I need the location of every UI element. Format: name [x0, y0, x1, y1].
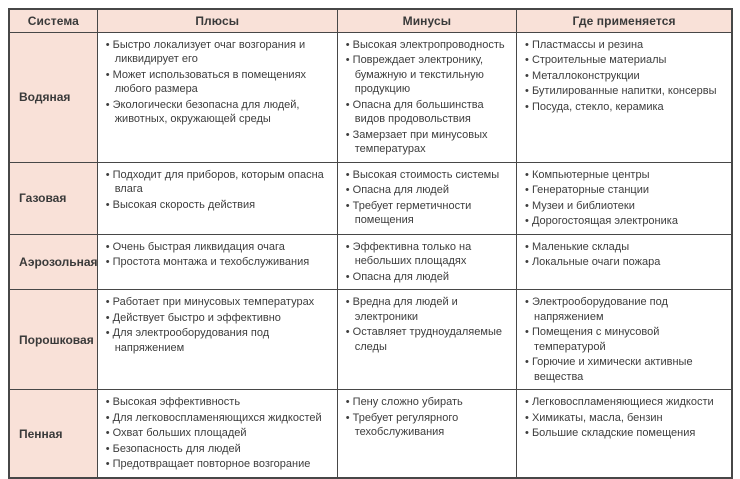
bullet-item: • Подходит для приборов, которым опасна влага [106, 168, 331, 197]
bullet-item: • Пластмассы и резина [525, 38, 725, 53]
bullet-item: • Замерзает при минусовых температурах [346, 128, 510, 157]
bullet-item: • Химикаты, масла, бензин [525, 411, 725, 426]
system-name-cell: Пенная [9, 390, 97, 478]
bullet-item: • Помещения с минусовой температурой [525, 325, 725, 354]
bullet-item: • Компьютерные центры [525, 168, 725, 183]
bullet-item: • Посуда, стекло, керамика [525, 100, 725, 115]
where-list [525, 295, 725, 384]
bullet-item: • Локальные очаги пожара [525, 255, 725, 270]
pros-list [106, 240, 331, 270]
pros-cell [97, 234, 337, 290]
bullet-item: • Пену сложно убирать [346, 395, 510, 410]
header-cons: Минусы [337, 9, 516, 32]
bullet-item: • Вредна для людей и электроники [346, 295, 510, 324]
bullet-item: • Дорогостоящая электроника [525, 214, 725, 229]
bullet-item: • Эффективна только на небольших площадях [346, 240, 510, 269]
bullet-item: • Электрооборудование под напряжением [525, 295, 725, 324]
header-pros: Плюсы [97, 9, 337, 32]
bullet-item: • Действует быстро и эффективно [106, 311, 331, 326]
bullet-item: • Высокая стоимость системы [346, 168, 510, 183]
where-cell [517, 390, 732, 478]
bullet-item: • Строительные материалы [525, 53, 725, 68]
bullet-item: • Безопасность для людей [106, 442, 331, 457]
pros-cell [97, 390, 337, 478]
bullet-item: • Для легковоспламеняющихся жидкостей [106, 411, 331, 426]
pros-cell [97, 32, 337, 162]
where-list [525, 168, 725, 229]
header-system: Система [9, 9, 97, 32]
pros-cell [97, 290, 337, 390]
cons-cell [337, 162, 516, 234]
bullet-item: • Охват больших площадей [106, 426, 331, 441]
bullet-item: • Опасна для людей [346, 270, 510, 285]
bullet-item: • Быстро локализует очаг возгорания и ликвидирует его [106, 38, 331, 67]
bullet-item: • Для электрооборудования под напряжением [106, 326, 331, 355]
pros-list [106, 395, 331, 472]
bullet-item: • Большие складские помещения [525, 426, 725, 441]
bullet-item: • Повреждает электронику, бумажную и текстильную продукцию [346, 53, 510, 97]
cons-list [346, 168, 510, 228]
bullet-item: • Оставляет трудноудаляемые следы [346, 325, 510, 354]
table-row [9, 162, 732, 234]
bullet-item: • Предотвращает повторное возгорание [106, 457, 331, 472]
bullet-item: • Опасна для людей [346, 183, 510, 198]
cons-cell [337, 390, 516, 478]
fire-extinguishing-systems-table [8, 8, 733, 479]
table-row [9, 390, 732, 478]
bullet-item: • Очень быстрая ликвидация очага [106, 240, 331, 255]
where-cell [517, 290, 732, 390]
where-cell [517, 162, 732, 234]
where-cell [517, 234, 732, 290]
bullet-item: • Требует герметичности помещения [346, 199, 510, 228]
bullet-item: • Простота монтажа и техобслуживания [106, 255, 331, 270]
cons-list [346, 295, 510, 354]
table-row [9, 290, 732, 390]
system-name-cell: Газовая [9, 162, 97, 234]
table-header-row [9, 9, 732, 32]
system-name-cell: Порошковая [9, 290, 97, 390]
cons-list [346, 395, 510, 440]
bullet-item: • Высокая эффективность [106, 395, 331, 410]
bullet-item: • Металлоконструкции [525, 69, 725, 84]
cons-cell [337, 32, 516, 162]
pros-list [106, 295, 331, 355]
bullet-item: • Легковоспламеняющиеся жидкости [525, 395, 725, 410]
where-list [525, 395, 725, 441]
cons-cell [337, 290, 516, 390]
cons-cell [337, 234, 516, 290]
bullet-item: • Высокая скорость действия [106, 198, 331, 213]
header-where: Где применяется [517, 9, 732, 32]
bullet-item: • Требует регулярного техобслуживания [346, 411, 510, 440]
pros-list [106, 168, 331, 213]
bullet-item: • Музеи и библиотеки [525, 199, 725, 214]
bullet-item: • Может использоваться в помещениях любого размера [106, 68, 331, 97]
bullet-item: • Маленькие склады [525, 240, 725, 255]
cons-list [346, 240, 510, 285]
bullet-item: • Опасна для большинства видов продовольствия [346, 98, 510, 127]
where-cell [517, 32, 732, 162]
system-name-cell: Водяная [9, 32, 97, 162]
bullet-item: • Работает при минусовых температурах [106, 295, 331, 310]
pros-cell [97, 162, 337, 234]
bullet-item: • Высокая электропроводность [346, 38, 510, 53]
system-name-cell: Аэрозольная [9, 234, 97, 290]
bullet-item: • Экологически безопасна для людей, животных, окружающей среды [106, 98, 331, 127]
bullet-item: • Генераторные станции [525, 183, 725, 198]
where-list [525, 38, 725, 115]
cons-list [346, 38, 510, 157]
bullet-item: • Горючие и химически активные вещества [525, 355, 725, 384]
table-row [9, 32, 732, 162]
table-row [9, 234, 732, 290]
bullet-item: • Бутилированные напитки, консервы [525, 84, 725, 99]
pros-list [106, 38, 331, 127]
where-list [525, 240, 725, 270]
